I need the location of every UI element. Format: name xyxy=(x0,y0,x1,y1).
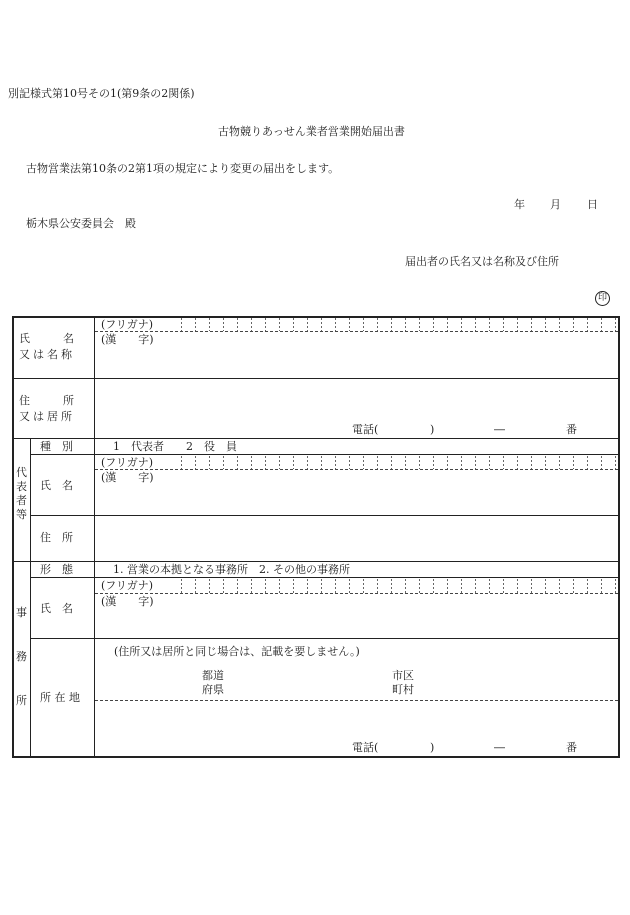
prefecture-label-2: 府県 xyxy=(202,683,224,696)
office-location-label: 所 在 地 xyxy=(40,691,80,704)
office-phone-dash: ― xyxy=(494,741,505,754)
phone-close: ) xyxy=(430,423,435,436)
city-label-2: 町村 xyxy=(392,683,414,696)
office-group-label: 事 務 所 xyxy=(16,606,27,707)
office-form-label: 形 態 xyxy=(40,563,73,576)
rep-name-input-area[interactable] xyxy=(160,471,616,513)
rep-type-label: 種 別 xyxy=(40,440,73,453)
furigana-grid-2[interactable] xyxy=(168,456,618,469)
rep-type-options[interactable]: 1 代表者 2 役 員 xyxy=(113,440,237,453)
rep-address-input-area[interactable] xyxy=(96,517,616,559)
rep-name-label: 氏 名 xyxy=(40,479,73,492)
address-input-area[interactable] xyxy=(96,380,616,420)
phone-dash: ― xyxy=(494,423,505,436)
office-name-input-area[interactable] xyxy=(160,595,616,636)
address-label-line1: 住 所 xyxy=(19,394,74,407)
name-kanji-label: (漢 字) xyxy=(101,333,154,346)
office-location-input-area[interactable] xyxy=(96,702,616,740)
rep-group-label: 代 表 者 等 xyxy=(16,466,27,521)
phone-ban: 番 xyxy=(566,423,577,436)
furigana-grid-3[interactable] xyxy=(168,579,618,593)
office-location-note: (住所又は居所と同じ場合は、記載を要しません。) xyxy=(114,645,360,658)
office-phone-label: 電話( xyxy=(352,741,379,754)
name-label-line2: 又は名称 xyxy=(19,348,75,361)
seal-mark: 印 xyxy=(595,291,610,306)
form-reference: 別記様式第10号その1(第9条の2関係) xyxy=(8,87,195,100)
date-year-label: 年 xyxy=(514,198,525,211)
address-label-line2: 又は居所 xyxy=(19,410,75,423)
prefecture-label-1: 都道 xyxy=(202,669,224,682)
date-month-label: 月 xyxy=(550,198,561,211)
office-phone-ban: 番 xyxy=(566,741,577,754)
applicant-label: 届出者の氏名又は名称及び住所 xyxy=(405,255,559,268)
office-furigana-label: (フリガナ) xyxy=(101,579,154,592)
office-form-options[interactable]: 1. 営業の本拠となる事務所 2. その他の事務所 xyxy=(113,563,350,576)
rep-furigana-label: (フリガナ) xyxy=(101,456,154,469)
date-day-label: 日 xyxy=(587,198,598,211)
addressee: 栃木県公安委員会 殿 xyxy=(26,217,136,230)
office-kanji-label: (漢 字) xyxy=(101,595,154,608)
office-name-label: 氏 名 xyxy=(40,602,73,615)
name-furigana-label: (フリガナ) xyxy=(101,318,154,331)
phone-label: 電話( xyxy=(352,423,379,436)
statement-text: 古物営業法第10条の2第1項の規定により変更の届出をします。 xyxy=(26,162,340,175)
name-label-line1: 氏 名 xyxy=(19,332,74,345)
form-title: 古物競りあっせん業者営業開始届出書 xyxy=(218,125,405,138)
rep-kanji-label: (漢 字) xyxy=(101,471,154,484)
office-phone-close: ) xyxy=(430,741,435,754)
furigana-grid-1[interactable] xyxy=(168,318,618,331)
rep-address-label: 住 所 xyxy=(40,531,73,544)
city-label-1: 市区 xyxy=(392,669,414,682)
name-input-area[interactable] xyxy=(160,333,616,377)
